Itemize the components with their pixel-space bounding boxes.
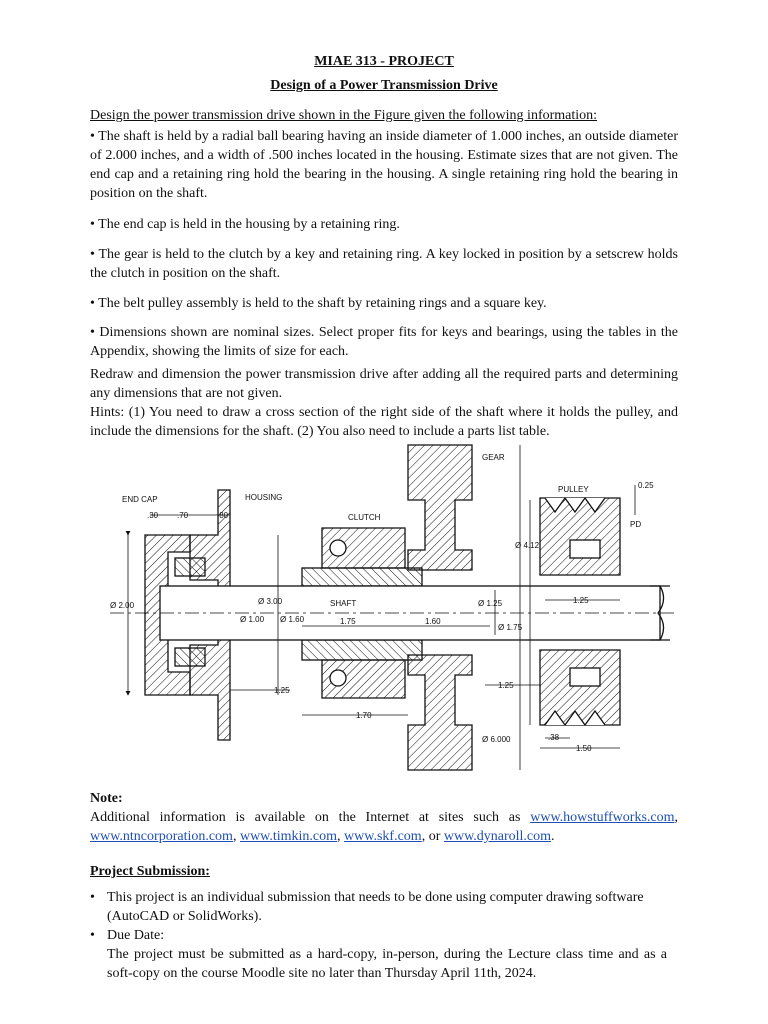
bullet-bearing: • The shaft is held by a radial ball bearing having an inside diameter of 1.000 inches, an outside diameter of 2.000 inches, and a width of .500 inches located in the housing. Estimate sizes that are not given. The end cap and a retaining ring hold the bearing in the housing. A single retaining ring hold the bearing in position on the shaft. [90,129,678,201]
label-housing: HOUSING [245,493,283,502]
power-transmission-drawing [90,440,678,775]
note-comma: , [232,829,240,844]
due-date-label: Due Date: [107,928,165,943]
dim-070: .70 [177,511,189,520]
course-title: MIAE 313 - PROJECT [314,54,454,69]
submission-heading: Project Submission: [90,864,210,879]
dim-038: .38 [548,733,560,742]
note-text [90,808,678,846]
dim-dia-100: Ø 1.00 [240,615,265,624]
dim-dia-125: Ø 1.25 [478,599,503,608]
dim-170: 1.70 [356,711,372,720]
dim-dia-300: Ø 3.00 [258,597,283,606]
dim-125-pulley: 1.25 [573,596,589,605]
label-pulley: PULLEY [558,485,589,494]
label-pd: PD [630,520,642,529]
dim-125-right: 1.25 [498,681,514,690]
dim-160: 1.60 [425,617,441,626]
dim-025: 0.25 [638,481,654,490]
bullet-icon: • [90,890,95,905]
dim-dia-160: Ø 1.60 [280,615,305,624]
link-timkin[interactable]: www.timkin.com [239,829,338,844]
dim-dia-175: Ø 1.75 [498,623,523,632]
note-heading: Note: [90,791,123,806]
label-gear: GEAR [482,453,505,462]
bullet-pulley: • The belt pulley assembly is held to the shaft by retaining rings and a square key. [90,296,547,311]
label-clutch: CLUTCH [348,513,381,522]
note-comma: , [674,810,678,825]
bullet-end-cap: • The end cap is held in the housing by a retaining ring. [90,217,400,232]
link-dynaroll[interactable]: www.dynaroll.com [443,829,552,844]
bullet-dimensions: • Dimensions shown are nominal sizes. Select proper fits for keys and bearings, using the tables in the Appendix, showing the limits of size for each. [90,325,678,359]
gear-shape [408,445,472,570]
bullet-icon: • [90,928,95,943]
dim-175: 1.75 [340,617,356,626]
dim-dia-412: Ø 4.12 [515,541,540,550]
link-skf[interactable]: www.skf.com [344,829,422,844]
note-period: . [551,829,555,844]
dim-dia-6000: Ø 6.000 [482,735,511,744]
label-shaft: SHAFT [330,599,357,608]
link-ntncorporation[interactable]: www.ntncorporation.com [90,829,233,844]
dim-030: .30 [147,511,159,520]
submission-item-text: This project is an individual submission that needs to be done using computer drawing software (AutoCAD or SolidWorks). [107,890,644,924]
label-end-cap: END CAP [122,495,158,504]
project-title: Design of a Power Transmission Drive [270,78,498,93]
note-text-before: Additional information is available on the Internet at sites such as [90,810,531,825]
redraw-text: Redraw and dimension the power transmission drive after adding all the required parts and determining any dimensions that are not given. [90,367,678,401]
pulley-shape [540,498,620,575]
note-comma: , [337,829,345,844]
link-howstuffworks[interactable]: www.howstuffworks.com [530,810,675,825]
note-or: , or [421,829,444,844]
due-date-text: The project must be submitted as a hard-copy, in-person, during the Lecture class time and as a soft-copy on the course Moodle site no later than Thursday April 11th, 2024. [107,947,667,981]
dim-125-left: 1.25 [274,686,290,695]
hints-text: Hints: (1) You need to draw a cross section of the right side of the shaft where it holds the pulley, and include the dimensions for the shaft. (2) You also need to include a parts list table. [90,405,678,439]
bearing-shape [175,558,205,576]
dim-150: 1.50 [576,744,592,753]
intro-text: Design the power transmission drive shown in the Figure given the following information: [90,108,598,123]
bullet-gear: • The gear is held to the clutch by a key and retaining ring. A key locked in position by a setscrew holds the clutch in position on the shaft. [90,247,678,281]
dim-080: .80 [217,511,229,520]
dim-dia-200: Ø 2.00 [110,601,135,610]
